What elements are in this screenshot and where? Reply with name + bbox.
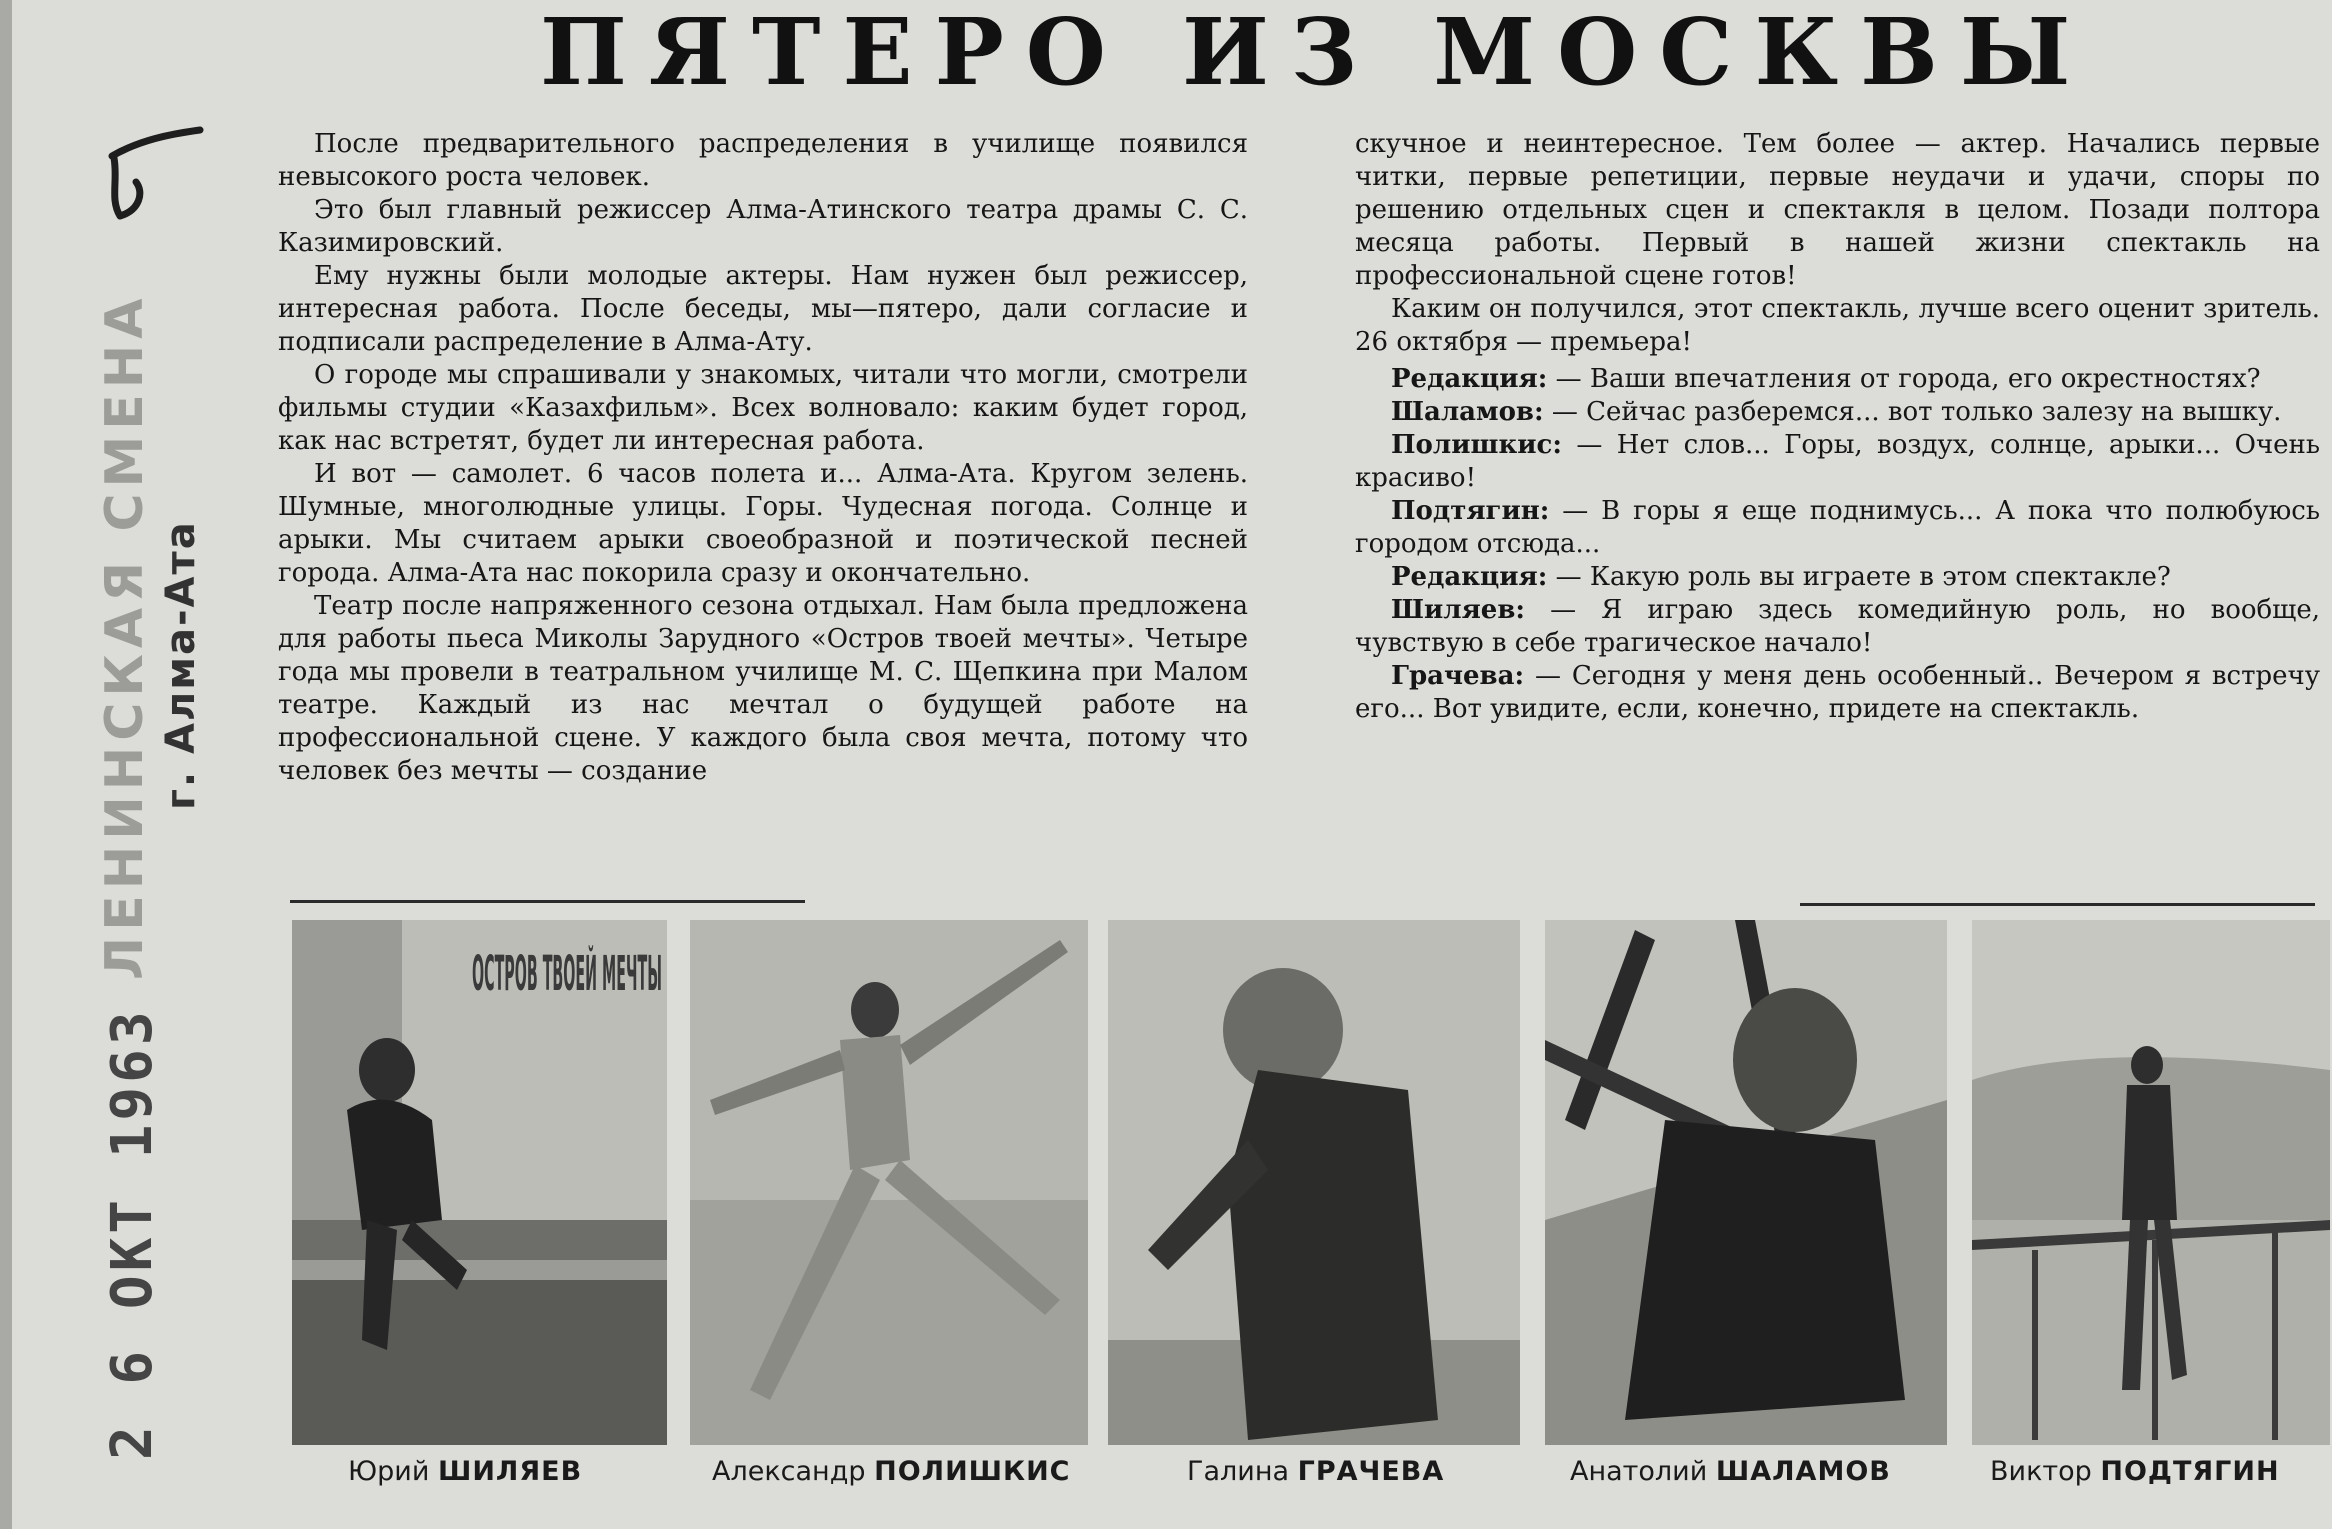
speaker-name: Грачева: <box>1391 661 1525 691</box>
paragraph: Каким он получился, этот спектакль, лучше всего оценит зритель. 26 октября — премьера! <box>1355 294 2320 357</box>
photo-podtyagin <box>1972 920 2330 1445</box>
dialogue-line <box>1355 396 2320 429</box>
handwritten-mark-icon <box>100 120 210 230</box>
divider-rule <box>290 900 805 903</box>
first-name: Александр <box>712 1456 866 1487</box>
paragraph: О городе мы спрашивали у знакомых, читали что могли, смотрели фильмы студии «Казахфильм». Всех волновало: каким будет город, как нас встретят, будет ли интересная работа. <box>278 360 1248 456</box>
dialogue-text: — Я играю здесь комедийную роль, но вообще, чувствую в себе трагическое начало! <box>1355 595 2320 658</box>
city-stamp: г. Алма-Ата <box>158 520 204 810</box>
photo-caption <box>1570 1452 1891 1492</box>
speaker-name: Шаламов: <box>1391 397 1544 427</box>
paragraph: Театр после напряженного сезона отдыхал. Нам была предложена для работы пьеса Миколы Зарудного «Остров твоей мечты». Четыре года мы провели в театральном училище М. С. Щепкина при Малом театре. Каждый из нас мечтал о будущей работе на профессиональной сцене. У каждого была своя мечта, потому что человек без мечты — создание <box>278 591 1248 786</box>
dialogue-text: — Ваши впечатления от города, его окрестностях? <box>1555 364 2261 394</box>
article-left-column <box>278 128 1248 788</box>
speaker-name: Редакция: <box>1391 562 1548 592</box>
poster-text <box>472 945 662 1002</box>
paragraph: Это был главный режиссер Алма-Атинского театра драмы С. С. Казимировский. <box>278 195 1248 258</box>
photo-caption <box>348 1452 582 1492</box>
paragraph: Ему нужны были молодые актеры. Нам нужен был режиссер, интересная работа. После беседы, мы—пятеро, дали согласие и подписали распределение в Алма-Ату. <box>278 261 1248 357</box>
first-name: Галина <box>1187 1456 1290 1487</box>
dialogue-line <box>1355 561 2320 594</box>
paragraph: И вот — самолет. 6 часов полета и... Алма-Ата. Кругом зелень. Шумные, многолюдные улицы. Горы. Чудесная погода. Солнце и арыки. Мы считаем арыки своеобразной и поэтической песней города. Алма-Ата нас покорила сразу и окончательно. <box>278 459 1248 588</box>
first-name: Юрий <box>348 1456 430 1487</box>
dialogue-line <box>1355 495 2320 561</box>
photo-shalamov <box>1545 920 1947 1445</box>
last-name: ГРАЧЕВА <box>1297 1456 1445 1487</box>
photo-caption <box>712 1452 1071 1492</box>
first-name: Виктор <box>1990 1456 2092 1487</box>
date-stamp: 2 6 ОКТ 1963 <box>100 1007 165 1460</box>
article-right-column <box>1355 128 2320 726</box>
dialogue-text: — В горы я еще поднимусь... А пока что полюбуюсь городом отсюда... <box>1355 496 2321 559</box>
divider-rule <box>1800 903 2315 906</box>
dialogue-line <box>1355 594 2320 660</box>
speaker-name: Полишкис: <box>1391 430 1562 460</box>
photo-gracheva <box>1108 920 1520 1445</box>
newspaper-stamp: ЛЕНИНСКАЯ СМЕНА <box>95 292 155 980</box>
speaker-name: Шиляев: <box>1391 595 1525 625</box>
dialogue-text: — Нет слов... Горы, воздух, солнце, арыки... Очень красиво! <box>1355 430 2320 493</box>
dialogue-line <box>1355 429 2320 495</box>
paragraph: скучное и неинтересное. Тем более — актер. Начались первые читки, первые репетиции, первые неудачи и удачи, споры по решению отдельных сцен и спектакля в целом. Позади полтора месяца работы. Первый в нашей жизни спектакль на профессиональной сцене готов! <box>1355 129 2320 291</box>
photo-caption <box>1187 1452 1444 1492</box>
dialogue-text: — Сегодня у меня день особенный.. Вечером я встречу его... Вот увидите, если, конечно, придете на спектакль. <box>1355 661 2320 724</box>
photo-caption <box>1990 1452 2280 1492</box>
last-name: ПОДТЯГИН <box>2100 1456 2280 1487</box>
headline: ПЯТЕРО ИЗ МОСКВЫ <box>540 0 2093 106</box>
dialogue-line <box>1355 363 2320 396</box>
dialogue-line <box>1355 660 2320 726</box>
dialogue-text: — Какую роль вы играете в этом спектакле? <box>1555 562 2171 592</box>
first-name: Анатолий <box>1570 1456 1708 1487</box>
dialogue-text: — Сейчас разберемся... вот только залезу на вышку. <box>1551 397 2282 427</box>
speaker-name: Подтягин: <box>1391 496 1550 526</box>
last-name: ШИЛЯЕВ <box>437 1456 583 1487</box>
last-name: ШАЛАМОВ <box>1715 1456 1891 1487</box>
photo-shilyaev <box>292 920 667 1445</box>
speaker-name: Редакция: <box>1391 364 1548 394</box>
last-name: ПОЛИШКИС <box>874 1456 1071 1487</box>
photo-polishkis <box>690 920 1088 1445</box>
paragraph: После предварительного распределения в училище появился невысокого роста человек. <box>278 129 1248 192</box>
